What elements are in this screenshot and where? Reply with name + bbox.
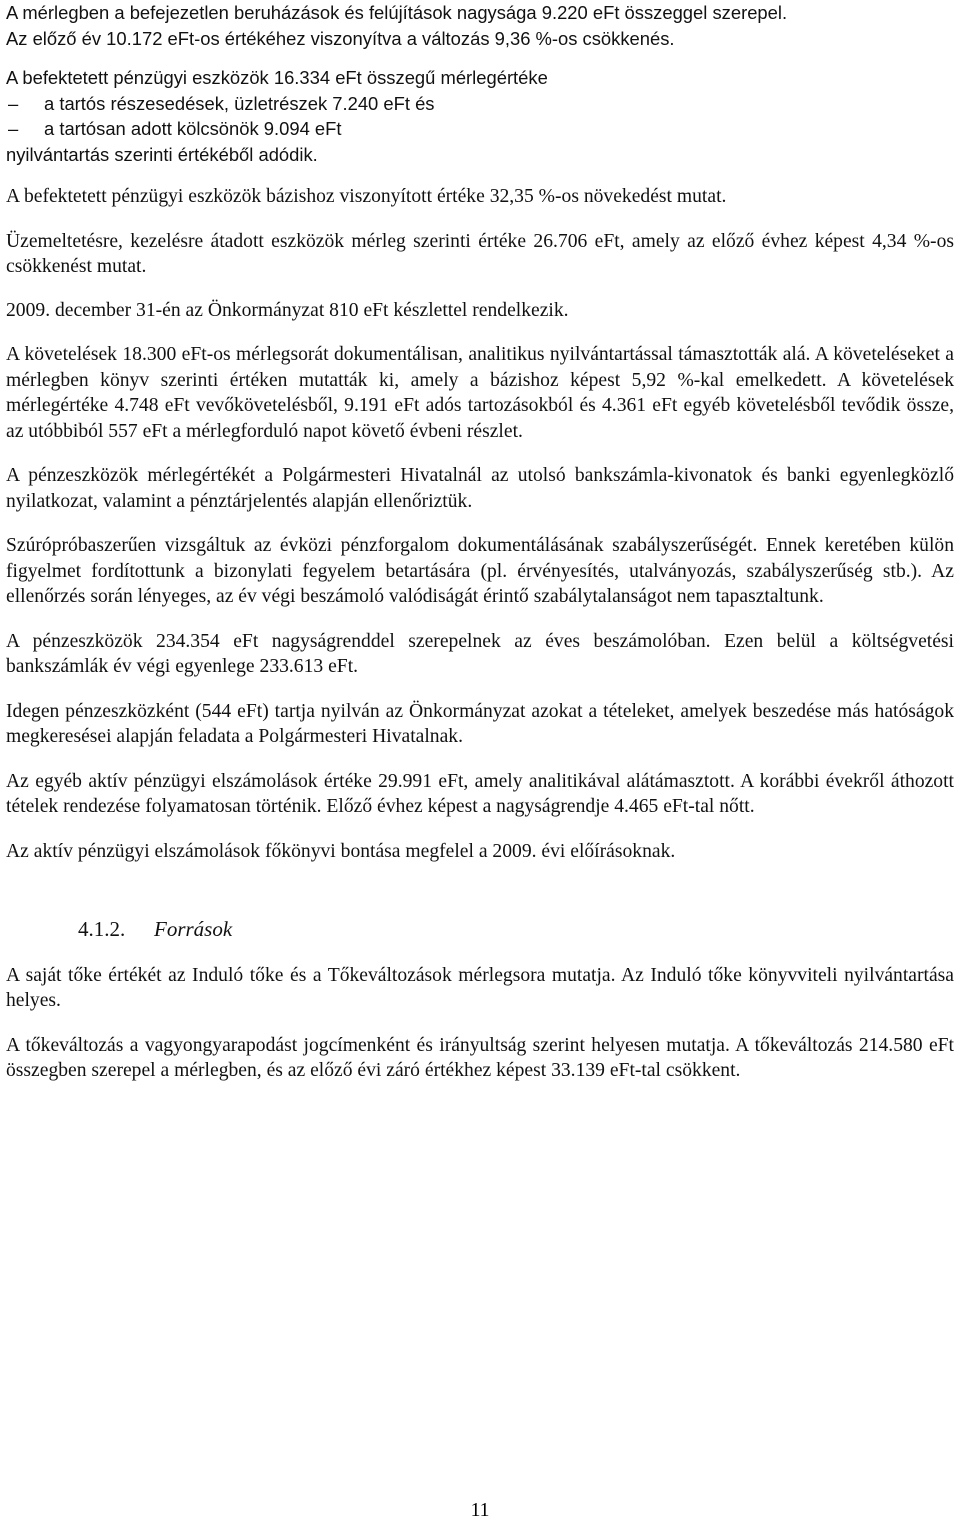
- paragraph: A befektetett pénzügyi eszközök bázishoz viszonyított értéke 32,35 %-os növekedést mutat.: [6, 186, 727, 207]
- paragraph: Szúrópróbaszerűen vizsgáltuk az évközi pénzforgalom dokumentálásának szabályszerűségét. Ennek keretében külön figyelmet fordítottunk a bizonylati fegyelem betartására (pl. érvényesítés, utalványozás, szabályszerűség stb.). Az ellenőrzés során lényeges, az év végi beszámoló valódiságát érintő szabálytalanságot nem tapasztaltunk.: [6, 535, 954, 607]
- list-item: – a tartósan adott kölcsönök 9.094 eFt: [6, 116, 954, 142]
- paragraph: Idegen pénzeszközként (544 eFt) tartja nyilván az Önkormányzat azokat a tételeket, amelyek beszedése más hatóságok megkeresései alapján feladata a Polgármesteri Hivatalnak.: [6, 700, 954, 747]
- section-title: Források: [154, 917, 233, 941]
- text-line: A mérlegben a befejezetlen beruházások és felújítások nagysága 9.220 eFt összeggel szerepel.: [6, 2, 788, 23]
- page-number: 11: [470, 1500, 490, 1521]
- paragraph: A pénzeszközök 234.354 eFt nagyságrenddel szerepelnek az éves beszámolóban. Ezen belül a költségvetési bankszámlák év végi egyenlege 233.613 eFt.: [6, 630, 954, 677]
- paragraph: Az egyéb aktív pénzügyi elszámolások értéke 29.991 eFt, amely analitikával alátámasztott. A korábbi évekről áthozott tételek rendezése folyamatosan történik. Előző évhez képest a nagyságrendje 4.465 eFt-tal nőtt.: [6, 770, 954, 817]
- paragraph: A tőkeváltozás a vagyongyarapodást jogcímenként és irányultság szerint helyesen mutatja. A tőkeváltozás 214.580 eFt összegben szerepel a mérlegben, és az előző évi záró értékhez képest 33.139 eFt-tal csökkent.: [6, 1034, 954, 1081]
- text-line: A befektetett pénzügyi eszközök 16.334 eFt összegű mérlegértéke: [6, 67, 548, 88]
- paragraph: A pénzeszközök mérlegértékét a Polgármesteri Hivatalnál az utolsó bankszámla-kivonatok és banki egyenlegközlő nyilatkozat, valamint a pénztárjelentés alapján ellenőriztük.: [6, 465, 954, 512]
- list-item: – a tartós részesedések, üzletrészek 7.240 eFt és: [6, 91, 954, 117]
- paragraph: Az aktív pénzügyi elszámolások főkönyvi bontása megfelel a 2009. évi előírásoknak.: [6, 840, 676, 862]
- section-number: 4.1.2.: [78, 917, 126, 941]
- paragraph: A saját tőke értékét az Induló tőke és a Tőkeváltozások mérlegsora mutatja. Az Induló tőke könyvviteli nyilvántartása helyes.: [6, 964, 954, 1011]
- paragraph: Üzemeltetésre, kezelésre átadott eszközök mérleg szerinti értéke 26.706 eFt, amely az előző évhez képest 4,34 %-os csökkenést mutat.: [6, 230, 954, 277]
- paragraph: A követelések 18.300 eFt-os mérlegsorát dokumentálisan, analitikus nyilvántartással támasztották alá. A követeléseket a mérlegben könyv szerinti értéken mutatták ki, amely a bázishoz képest 5,92 %-kal emelkedett. A követelések mérlegértéke 4.748 eFt vevőkövetelésből, 9.191 eFt adós tartozásokból és 4.361 eFt egyéb követelésből tevődik össze, az utóbbiból 557 eFt a mérlegforduló napot követő évbeni részlet.: [6, 344, 954, 442]
- text-line: Az előző év 10.172 eFt-os értékéhez viszonyítva a változás 9,36 %-os csökkenés.: [6, 27, 675, 49]
- paragraph: 2009. december 31-én az Önkormányzat 810 eFt készlettel rendelkezik.: [6, 299, 569, 321]
- section-heading: [6, 917, 954, 943]
- text-line: nyilvántartás szerinti értékéből adódik.: [6, 143, 318, 165]
